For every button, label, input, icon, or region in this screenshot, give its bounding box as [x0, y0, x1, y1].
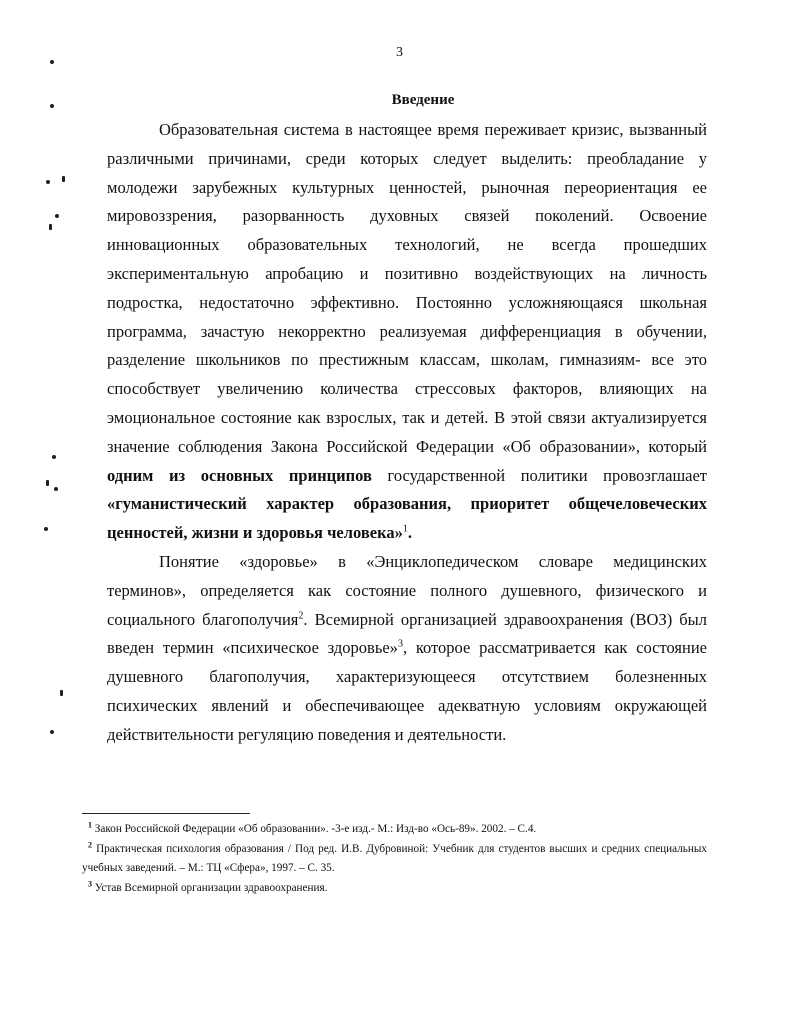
- footnote-text: Практическая психология образования / Под ред. И.В. Дубровиной: Учебник для студентов высших и средних специальных учебных заведений. – М.: ТЦ «Сфера», 1997. – С. 35.: [82, 842, 708, 874]
- footnote: [82, 879, 707, 899]
- scan-speck: [55, 214, 59, 218]
- footnote: [82, 840, 707, 879]
- paragraph-text: Образовательная система в настоящее время переживает кризис, вызванный различными причинами, среди которых следует выделить: преобладание у молодежи зарубежных культурных ценностей, рыночная переориентация ее мировоззрения, разорванность духовных связей поколений. Освоение инновационных образовательных технологий, не всегда прошедших экспериментальную апробацию и позитивно воздействующих на личность подростка, недостаточно эффективно. Постоянно усложняющаяся школьная программа, зачастую некорректно реализуемая дифференциация в обучении, разделение школьников по престижным классам, школам, гимназиям- все это способствует увеличению количества стрессовых факторов, влияющих на эмоциональное состояние как взрослых, так и детей. В этой связи актуализируется значение соблюдения Закона Российской Федерации «Об образовании», который: [107, 120, 707, 456]
- page-number: 3: [396, 45, 403, 60]
- paragraph-text: Понятие «здоровье» в «Энциклопедическом словаре медицинских терминов», определяется как состояние полного душевного, физического и социального благополучия: [107, 551, 707, 629]
- paragraph-text: государственной политики провозглашает: [387, 465, 708, 485]
- scan-speck: [52, 455, 56, 459]
- emphasis-text: одним из основных принципов: [107, 465, 372, 485]
- paragraph-text: , которое рассматривается как состояние душевного благополучия, характеризующееся отсутствием болезненных психических явлений и обеспечивающее адекватную условиям окружающей действительности регуляцию поведения и деятельности.: [107, 638, 707, 744]
- footnote-text: Устав Всемирной организации здравоохранения.: [94, 881, 328, 894]
- footnote-text: Закон Российской Федерации «Об образовании». -3-е изд.- М.: Изд-во «Ось-89». 2002. – С.4.: [94, 823, 537, 835]
- scan-speck: [60, 690, 63, 696]
- main-text: [107, 116, 707, 750]
- scan-speck: [50, 730, 54, 734]
- scan-speck: [49, 224, 52, 230]
- emphasis-quote: «гуманистический характер образования, приоритет общечеловеческих ценностей, жизни и здоровья человека»: [107, 494, 707, 543]
- scan-speck: [54, 487, 58, 491]
- page-title: Введение: [391, 92, 455, 108]
- footnote-divider: [82, 813, 250, 814]
- paragraph-intro: [107, 116, 707, 548]
- footnote: [82, 820, 707, 840]
- paragraph-health-definition: [107, 548, 707, 750]
- scan-speck: [44, 527, 48, 531]
- footnote-number: 3: [88, 878, 92, 888]
- footnote-number: 2: [88, 839, 92, 849]
- footnote-ref: 2: [298, 610, 304, 622]
- footnote-ref: 1: [402, 523, 408, 535]
- footnotes: [82, 820, 707, 898]
- footnote-number: 1: [88, 820, 92, 830]
- paragraph-text: . Всемирной организацией здравоохранения (ВОЗ) был введен термин «психическое здоровье»: [107, 609, 707, 658]
- scan-speck: [62, 176, 65, 182]
- scan-speck: [46, 180, 50, 184]
- footnote-ref: 3: [397, 638, 403, 650]
- scan-speck: [46, 480, 49, 486]
- sentence-end: .: [407, 523, 412, 543]
